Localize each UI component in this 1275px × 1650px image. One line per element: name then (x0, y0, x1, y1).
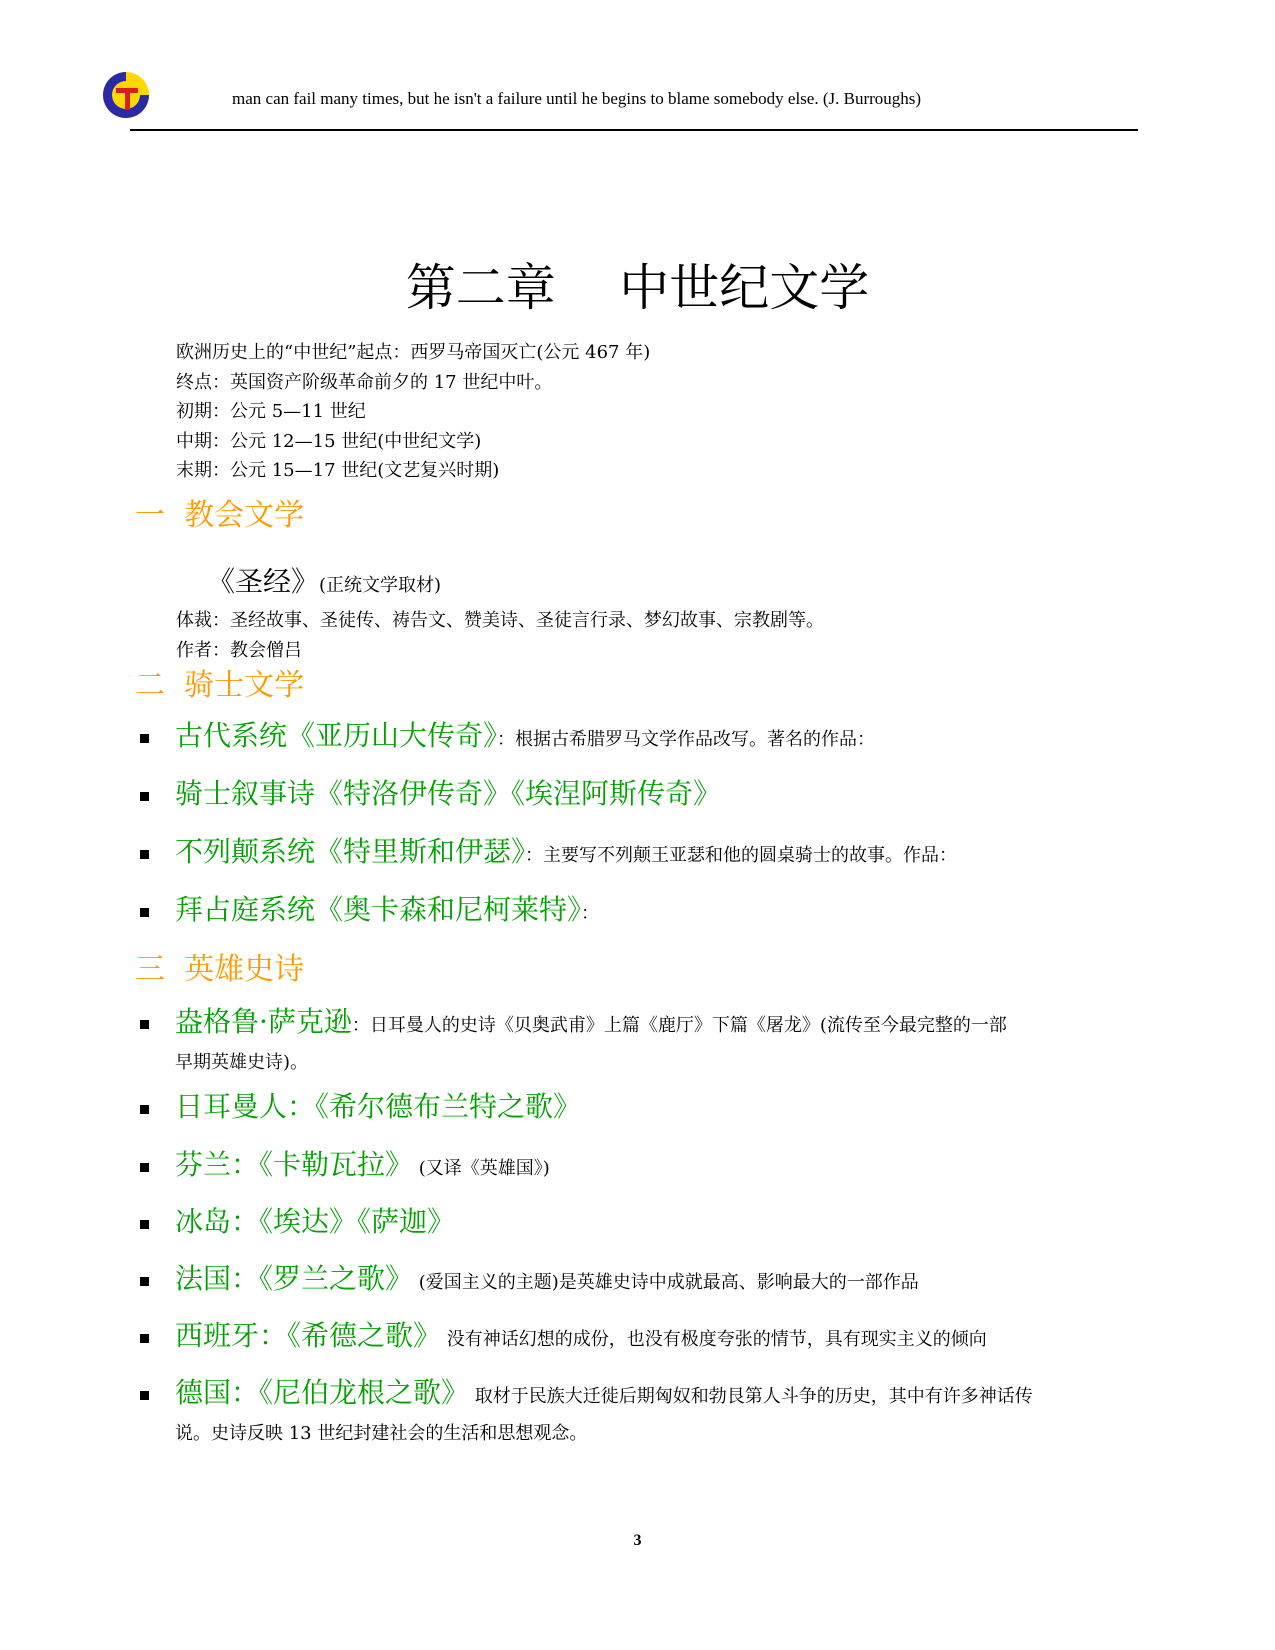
bullet-icon (140, 1391, 149, 1400)
item-heading: 芬兰：《卡勒瓦拉》 (175, 1148, 414, 1181)
list-item (138, 830, 1148, 878)
section-heading-epic: 三 英雄史诗 (135, 952, 305, 987)
item-heading: 盎格鲁·萨克逊 (175, 1005, 352, 1038)
item-description: ： (581, 903, 600, 924)
section-heading-church: 一 教会文学 (135, 498, 305, 533)
chapter-title: 第二章 中世纪文学 (405, 259, 870, 317)
item-description: ：根据古希腊罗马文学作品改写。著名的作品： (497, 729, 876, 750)
item-description: ：日耳曼人的史诗《贝奥武甫》上篇《鹿厅》下篇《屠龙》(流传至今最完整的一部 (351, 1015, 1007, 1036)
bullet-icon (140, 1334, 149, 1343)
item-heading: 西班牙：《希德之歌》 (175, 1319, 442, 1352)
section-heading-knight: 二 骑士文学 (135, 668, 305, 703)
item-heading: 不列颠系统《特里斯和伊瑟》 (175, 835, 526, 868)
intro-line: 欧洲历史上的“中世纪”起点：西罗马帝国灭亡(公元 467 年) (176, 342, 651, 363)
intro-line: 初期：公元 5—11 世纪 (176, 401, 366, 422)
bullet-icon (140, 1020, 149, 1029)
bullet-icon (140, 1277, 149, 1286)
intro-block (176, 338, 650, 486)
page-number: 3 (633, 1532, 642, 1549)
bible-line (207, 560, 441, 600)
bullet-icon (140, 908, 149, 917)
item-heading: 冰岛：《埃达》《萨迦》 (175, 1205, 456, 1238)
intro-line: 终点：英国资产阶级革命前夕的 17 世纪中叶。 (176, 371, 553, 393)
intro-line: 中期：公元 12—15 世纪(中世纪文学) (176, 430, 482, 452)
genre-line: 体裁：圣经故事、圣徒传、祷告文、赞美诗、圣徒言行录、梦幻故事、宗教剧等。 (176, 610, 824, 631)
header-quote: man can fail many times, but he isn't a failure until he begins to blame somebody else. (J. Burroughs) (232, 89, 922, 108)
item-description: (又译《英雄国》) (413, 1158, 550, 1179)
item-description: (爱国主义的主题)是英雄史诗中成就最高、影响最大的一部作品 (413, 1272, 919, 1293)
list-item (138, 1000, 1148, 1078)
item-continuation: 说。史诗反映 13 世纪封建社会的生活和思想观念。 (175, 1423, 588, 1444)
list-item (138, 888, 1148, 936)
bible-note: (正统文学取材) (319, 575, 442, 596)
item-heading: 拜占庭系统《奥卡森和尼柯莱特》 (175, 893, 582, 926)
list-item (138, 1200, 1148, 1248)
bullet-icon (140, 1105, 149, 1114)
bullet-icon (140, 792, 149, 801)
author-line: 作者：教会僧吕 (176, 639, 302, 661)
item-description: ：主要写不列颠王亚瑟和他的圆桌骑士的故事。作品： (525, 845, 958, 866)
item-heading: 德国：《尼伯龙根之歌》 (175, 1376, 470, 1409)
bullet-icon (140, 1163, 149, 1172)
item-description: 取材于民族大迁徙后期匈奴和勃艮第人斗争的历史，其中有许多神话传 (469, 1386, 1033, 1407)
list-item (138, 714, 1148, 762)
bible-title: 《圣经》 (207, 565, 320, 598)
list-item (138, 1257, 1148, 1305)
list-item (138, 772, 1148, 820)
intro-line: 末期：公元 15—17 世纪(文艺复兴时期) (176, 460, 500, 481)
item-heading: 古代系统《亚历山大传奇》 (175, 719, 498, 752)
logo-icon (99, 68, 153, 122)
item-description: 没有神话幻想的成份，也没有极度夸张的情节，具有现实主义的倾向 (441, 1329, 987, 1350)
list-item (138, 1085, 1148, 1133)
bullet-icon (140, 1220, 149, 1229)
list-item (138, 1314, 1148, 1362)
item-heading: 骑士叙事诗《特洛伊传奇》《埃涅阿斯传奇》 (175, 777, 722, 810)
item-heading: 法国：《罗兰之歌》 (175, 1262, 414, 1295)
church-details (176, 606, 824, 665)
item-heading: 日耳曼人：《希尔德布兰特之歌》 (175, 1090, 582, 1123)
item-continuation: 早期英雄史诗)。 (175, 1052, 309, 1073)
header-divider (130, 129, 1138, 131)
bullet-icon (140, 734, 149, 743)
list-item (138, 1371, 1148, 1449)
bullet-icon (140, 850, 149, 859)
list-item (138, 1143, 1148, 1191)
